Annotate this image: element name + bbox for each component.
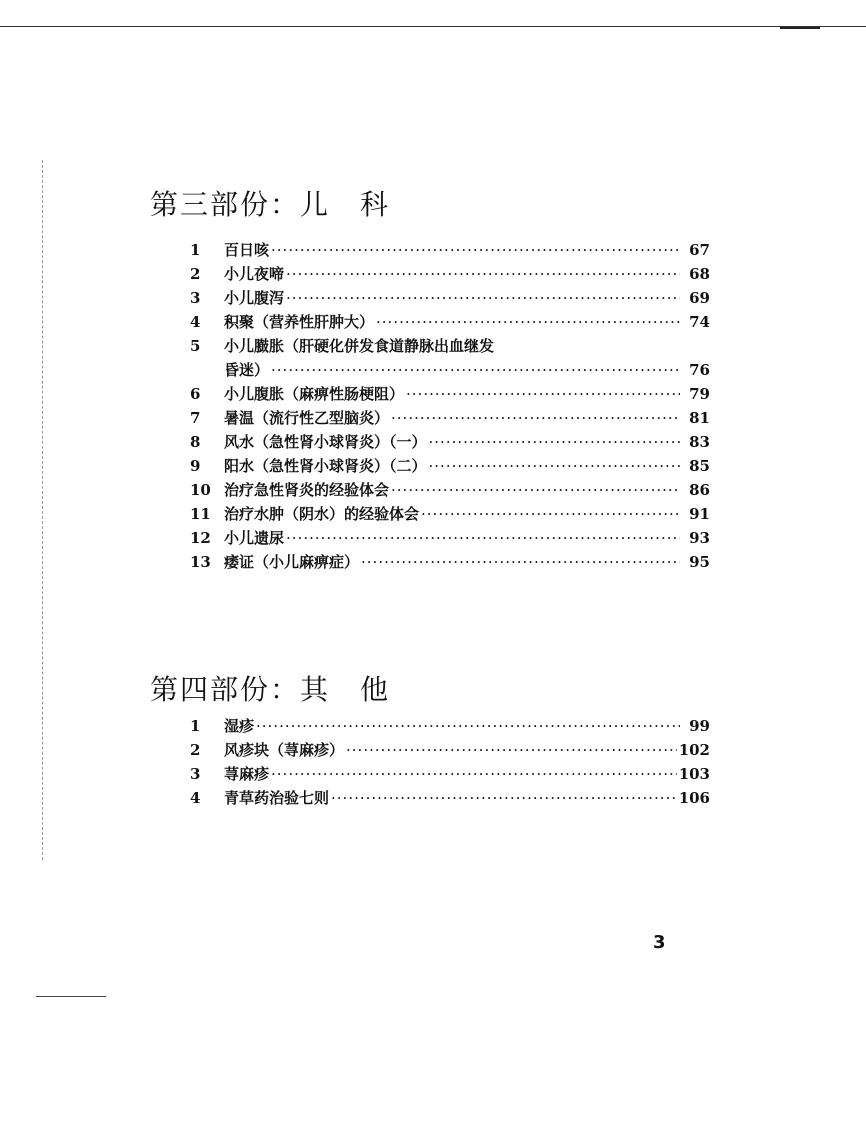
entry-page: 91 — [689, 505, 710, 523]
leader-dots — [271, 358, 680, 382]
entry-page: 76 — [689, 361, 710, 379]
entry-number: 6 — [190, 385, 201, 403]
entry-number: 10 — [190, 481, 211, 499]
entry-number: 7 — [190, 409, 201, 427]
entry-number: 1 — [190, 717, 201, 735]
toc-entry — [190, 262, 710, 286]
entry-title: 小儿腹泻 — [224, 289, 285, 307]
part4-toc — [190, 714, 710, 810]
entry-number: 2 — [190, 741, 201, 759]
entry-number: 2 — [190, 265, 201, 283]
entry-title: 小儿腹胀（麻痹性肠梗阻） — [224, 385, 405, 403]
toc-entry — [190, 334, 710, 358]
entry-number: 4 — [190, 789, 201, 807]
entry-title: 暑温（流行性乙型脑炎） — [224, 409, 390, 427]
entry-title: 小儿臌胀（肝硬化併发食道静脉出血继发 — [224, 337, 495, 355]
entry-page: 99 — [689, 717, 710, 735]
entry-page: 83 — [689, 433, 710, 451]
toc-entry — [190, 714, 710, 738]
entry-title: 风疹块（荨麻疹） — [224, 741, 345, 759]
toc-entry — [190, 478, 710, 502]
entry-number: 12 — [190, 529, 211, 547]
entry-page: 93 — [689, 529, 710, 547]
entry-page: 79 — [689, 385, 710, 403]
page-number: 3 — [653, 932, 666, 953]
leader-dots — [376, 310, 680, 334]
entry-page: 81 — [689, 409, 710, 427]
toc-entry — [190, 454, 710, 478]
entry-title: 积聚（营养性肝肿大） — [224, 313, 375, 331]
entry-page: 95 — [689, 553, 710, 571]
toc-entry — [190, 738, 710, 762]
leader-dots — [361, 550, 680, 574]
entry-page: 86 — [689, 481, 710, 499]
toc-entry — [190, 550, 710, 574]
toc-entry — [190, 310, 710, 334]
entry-number: 3 — [190, 765, 201, 783]
scan-edge-mark — [780, 27, 820, 29]
entry-title: 百日咳 — [224, 241, 270, 259]
entry-title: 小儿遗尿 — [224, 529, 285, 547]
entry-page: 85 — [689, 457, 710, 475]
scan-bottom-mark — [36, 996, 106, 997]
entry-number: 8 — [190, 433, 201, 451]
entry-number: 11 — [190, 505, 211, 523]
leader-dots — [286, 286, 680, 310]
binding-margin — [42, 160, 45, 860]
part3-title: 第三部份：儿 科 — [150, 188, 391, 221]
leader-dots — [391, 406, 680, 430]
leader-dots — [391, 478, 680, 502]
entry-page: 69 — [689, 289, 710, 307]
toc-entry-continuation — [190, 358, 710, 382]
entry-title: 青草药治验七则 — [224, 789, 330, 807]
toc-entry — [190, 382, 710, 406]
entry-title: 小儿夜啼 — [224, 265, 285, 283]
entry-page: 103 — [678, 765, 710, 783]
leader-dots — [286, 262, 680, 286]
leader-dots — [346, 738, 677, 762]
part3-toc — [190, 238, 710, 574]
entry-page: 67 — [689, 241, 710, 259]
entry-title: 痿证（小儿麻痹症） — [224, 553, 360, 571]
entry-number: 1 — [190, 241, 201, 259]
entry-number: 5 — [190, 337, 201, 355]
entry-title: 治疗水肿（阴水）的经验体会 — [224, 505, 420, 523]
entry-page: 106 — [678, 789, 710, 807]
part4-title: 第四部份：其 他 — [150, 673, 391, 706]
toc-entry — [190, 786, 710, 810]
leader-dots — [406, 382, 680, 406]
toc-entry — [190, 502, 710, 526]
toc-entry — [190, 762, 710, 786]
entry-number: 3 — [190, 289, 201, 307]
entry-title: 阳水（急性肾小球肾炎）（二） — [224, 457, 427, 475]
entry-page: 68 — [689, 265, 710, 283]
entry-title-continued: 昏迷） — [224, 361, 270, 379]
toc-entry — [190, 526, 710, 550]
entry-page: 102 — [678, 741, 710, 759]
entry-title: 湿疹 — [224, 717, 255, 735]
toc-entry — [190, 286, 710, 310]
toc-entry — [190, 430, 710, 454]
leader-dots — [256, 714, 680, 738]
leader-dots — [286, 526, 680, 550]
leader-dots — [429, 454, 680, 478]
entry-page: 74 — [689, 313, 710, 331]
leader-dots — [429, 430, 680, 454]
leader-dots — [271, 762, 677, 786]
entry-title: 荨麻疹 — [224, 765, 270, 783]
entry-title: 风水（急性肾小球肾炎）（一） — [224, 433, 427, 451]
entry-number: 4 — [190, 313, 201, 331]
toc-entry — [190, 406, 710, 430]
entry-number: 13 — [190, 553, 211, 571]
scan-edge-line — [0, 26, 866, 27]
leader-dots — [331, 786, 677, 810]
toc-entry — [190, 238, 710, 262]
entry-title: 治疗急性肾炎的经验体会 — [224, 481, 390, 499]
leader-dots — [421, 502, 680, 526]
entry-number: 9 — [190, 457, 201, 475]
leader-dots — [271, 238, 680, 262]
